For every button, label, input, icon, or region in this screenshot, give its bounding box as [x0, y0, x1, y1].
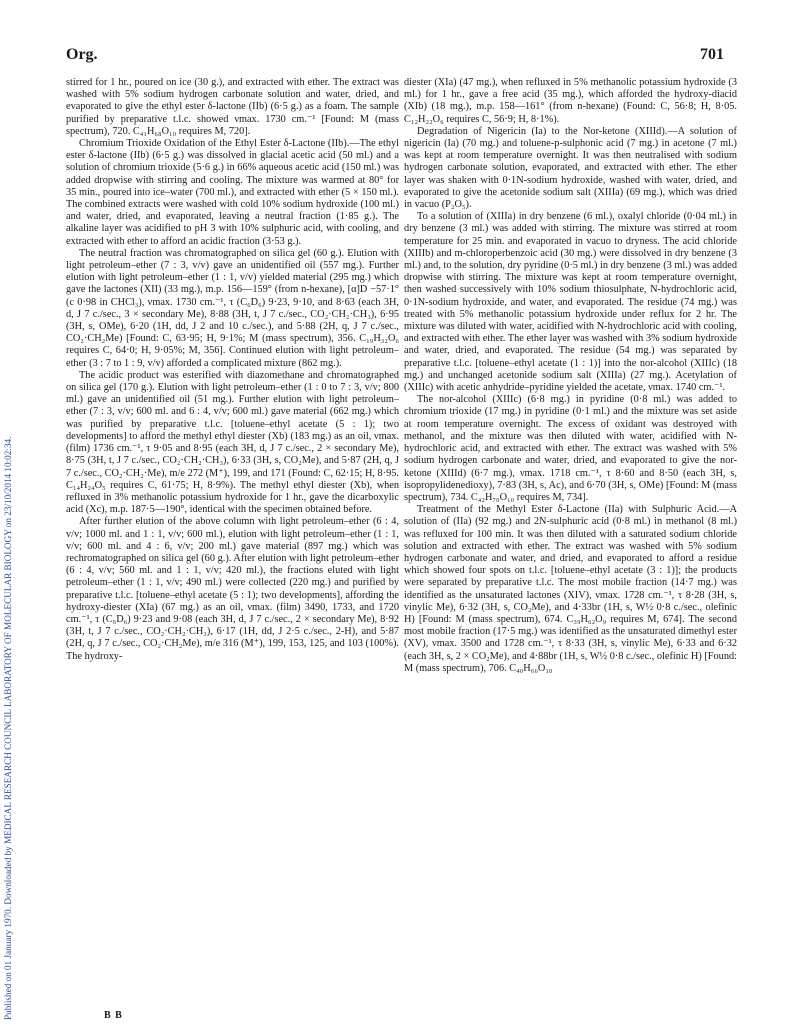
paragraph: The acidic product was esterified with diazomethane and chromatographed on silica gel (170 g.). Elution with light petroleum–ether (1 : 0 to 7 : 3, v/v; 800 ml.) gave an unidentified oil (51 mg.). Further elution with light petroleum–ether (7 : 3, v/v; 600 ml. and 6 : 4, v/v; 600 ml.) gave material (662 mg.) which was purified by preparative t.l.c. [toluene–ethyl acetate (5 : 1); two developments] to afford the methyl ethyl diester (Xb) (183 mg.) as an oil, νmax. (film) 1736 cm.⁻¹, τ 9·05 and 8·95 (each 3H, d, J 7 c./sec., 2 × secondary Me), 8·75 (3H, t, J 7 c./sec., CO₂·CH₂·CH₃), 6·33 (3H, s, CO₂Me), and 5·87 (2H, q, J 7 c./sec., CO₂·CH₂·Me), m/e 272 (M⁺), 199, and 171 (Found: C, 62·15; H, 8·95. C₁₄H₂₄O₅ requires C, 61·75; H, 8·9%). The methyl ethyl diester (Xb), when refluxed in 3% methanolic potassium hydroxide for 1 hr., gave the dicarboxylic acid (Xc), m.p. 187·5—190°, identical with the specimen obtained before. — [66, 369, 399, 516]
paragraph: diester (XIa) (47 mg.), when refluxed in 5% methanolic potassium hydroxide (3 ml.) for 1 hr., gave a free acid (35 mg.), which afforded the hydroxy-diacid (XIb) (18 mg.), m.p. 158—161° (from n-hexane) (Found: C, 56·8; H, 8·05. C₁₂H₂₂O₆ requires C, 56·9; H, 8·1%). — [404, 77, 737, 125]
page-number: 701 — [700, 46, 724, 63]
right-column — [404, 77, 737, 1022]
paragraph: stirred for 1 hr., poured on ice (30 g.), and extracted with ether. The extract was washed with 5% sodium hydrogen carbonate solution and water, dried, and evaporated to give the ethyl ester δ-lactone (IIb) (6·5 g.) as a foam. The sample purified by preparative t.l.c. showed νmax. 1730 cm.⁻¹ [Found: M (mass spectrum), 720. C₄₁H₆₈O₁₀ requires M, 720]. — [66, 77, 399, 137]
paragraph: Degradation of Nigericin (Ia) to the Nor-ketone (XIIId).—A solution of nigericin (Ia) (70 mg.) and toluene-p-sulphonic acid (7 mg.) in acetone (7 ml.) was kept at room temperature overnight. It was then neutralised with sodium hydrogen carbonate solution, evaporated, and extracted with ether. The ether layer was shaken with 0·1N-sodium hydroxide, washed with water, dried, and evaporated to give the acetonide sodium salt (XIIIa) (69 mg.), which was dried in vacuo (P₂O₅). — [404, 125, 737, 211]
paragraph: After further elution of the above column with light petroleum–ether (6 : 4, v/v; 1000 ml. and 1 : 1, v/v; 600 ml.), elution with light petroleum–ether (1 : 1, v/v; 600 ml. and 4 : 6, v/v; 200 ml.) gave material (897 mg.) which was rechromatographed on silica gel (60 g.). After elution with light petroleum–ether (6 : 4, v/v; 560 ml. and 1 : 1, v/v; 420 ml.), the fractions eluted with light petroleum–ether (1 : 1, v/v; 490 ml.) were collected (220 mg.) and purified by preparative t.l.c. [toluene–ethyl acetate (5 : 1); two developments], affording the hydroxy-diester (XIa) (67 mg.) as an oil, νmax. (film) 3490, 1733, and 1720 cm.⁻¹, τ (C₆D₆) 9·23 and 9·08 (each 3H, d, J 7 c./sec., 2 × secondary Me), 8·92 (3H, t, J 7 c./sec., CO₂·CH₂·CH₃), 6·17 (1H, dd, J 2·5 c./sec., 2-H), and 5·87 (2H, q, J 7 c./sec., CO₂·CH₂Me), m/e 316 (M⁺), 199, 153, 125, and 103 (100%). The hydroxy- — [66, 516, 399, 662]
signature-mark: B B — [104, 1010, 123, 1021]
paragraph: The neutral fraction was chromatographed on silica gel (60 g.). Elution with light petroleum–ether (7 : 3, v/v) gave an unidentified oil (557 mg.). Further elution with light petroleum–ether (1 : 1, v/v) yielded material (295 mg.) which gave the lactones (XII) (33 mg.), m.p. 156—159° (from n-hexane), [α]D −57·1° (c 0·98 in CHCl₃), νmax. 1730 cm.⁻¹, τ (C₆D₆) 9·23, 9·10, and 8·63 (each 3H, d, J 7 c./sec., 3 × secondary Me), 8·88 (3H, t, J 7 c./sec., CO₂·CH₂·CH₃), 6·95 (3H, s, OMe), 6·20 (1H, dd, J 2 and 10 c./sec.), and 5·88 (2H, q, J 7 c./sec., CO₂·CH₂Me) [Found: C, 63·95; H, 9·1%; M (mass spectrum), 356. C₁₉H₃₂O₆ requires C, 64·0; H, 9·05%; M, 356]. Continued elution with light petroleum–ether (3 : 7 to 1 : 9, v/v) afforded a complicated mixture (862 mg.). — [66, 247, 399, 369]
left-column — [66, 77, 399, 1022]
paragraph: To a solution of (XIIIa) in dry benzene (6 ml.), oxalyl chloride (0·04 ml.) in dry benzene (3 ml.) was added with stirring. The mixture was stirred at room temperature for 25 min. and evaporated in vacuo to dryness. The acid chloride (XIIIb) and m-chloroperbenzoic acid (30 mg.) were dissolved in dry benzene (3 ml.) and, to the solution, dry pyridine (0·5 ml.) in dry benzene (3 ml.) was added dropwise with stirring. The mixture was kept at room temperature overnight, then washed successively with 10% sodium thiosulphate, N-hydrochloric acid, 0·1N-sodium hydroxide, and water, and evaporated. The residue (74 mg.) was treated with 5% methanolic potassium hydroxide under reflux for 2 hr. The mixture was diluted with water, acidified with N-hydrochloric acid with cooling, and extracted with ether. The ether layer was washed with 3% sodium hydroxide and water, dried, and evaporated. The residue (54 mg.) was separated by preparative t.l.c. [toluene–ethyl acetate (1 : 1)] into the nor-alcohol (XIIIc) (18 mg.) and unchanged acetonide sodium salt (XIIIa) (27 mg.). Acetylation of (XIIIc) with acetic anhydride–pyridine yielded the acetate, νmax. 1740 cm.⁻¹. — [404, 211, 737, 394]
paragraph: The nor-alcohol (XIIIc) (6·8 mg.) in pyridine (0·8 ml.) was added to chromium trioxide (17 mg.) in pyridine (0·1 ml.) and the mixture was set aside at room temperature overnight. The excess of oxidant was destroyed with methanol, and the mixture was then diluted with water, acidified with N-hydrochloric acid, and extracted with ether. The extract was washed with 5% sodium hydrogen carbonate and water, dried, and evaporated to give the nor-ketone (XIIId) (6·7 mg.), νmax. 1718 cm.⁻¹, τ 8·60 and 8·50 (each 3H, s, isopropylidenedioxy), 7·83 (3H, s, Ac), and 6·70 (3H, s, OMe) [Found: M (mass spectrum), 734. C₄₂H₇₀O₁₀ requires M, 734]. — [404, 394, 737, 503]
journal-name: Org. — [66, 46, 98, 63]
paragraph: Chromium Trioxide Oxidation of the Ethyl Ester δ-Lactone (IIb).—The ethyl ester δ-lactone (IIb) (6·5 g.) was dissolved in glacial acetic acid (50 ml.) and a solution of chromium trioxide (5·6 g.) in 66% aqueous acetic acid (150 ml.) was added dropwise with stirring and cooling. The mixture was warmed at 80° for 35 min., poured into ice–water (700 ml.), and extracted with ether (5 × 150 ml.). The combined extracts were washed with cold 10% sodium hydroxide (100 ml.) and water, dried, and evaporated, leaving a neutral fraction (1·85 g.). The alkaline layer was acidified to pH 3 with 10% sulphuric acid, with cooling, and extracted with ether to afford an acidic fraction (3·53 g.). — [66, 138, 399, 247]
download-margin-note: Published on 01 January 1970. Downloaded by MEDICAL RESEARCH COUNCIL LABORATORY OF MOLECULAR BIOLOGY on 23/10/2014 10:02:34. — [3, 436, 13, 1020]
paragraph: Treatment of the Methyl Ester δ-Lactone (IIa) with Sulphuric Acid.—A solution of (IIa) (92 mg.) and 2N-sulphuric acid (0·8 ml.) in methanol (8 ml.) was refluxed for 100 min. It was then diluted with a saturated sodium chloride solution and extracted with ether. The extract was washed with 5% sodium hydrogen carbonate and water, and dried, and evaporated to afford a residue which showed four spots on t.l.c. [toluene–ethyl acetate (3 : 1)]; the products were separated by preparative t.l.c. The most mobile fraction (14·7 mg.) was identified as the unsaturated lactones (XIV), νmax. 1728 cm.⁻¹, τ 8·28 (3H, s, vinylic Me), 6·32 (3H, s, CO₂Me), and 4·33br (1H, s, W½ 0·8 c./sec., olefinic H) [Found: M (mass spectrum), 674. C₃₉H₆₂O₉ requires M, 674]. The second most mobile fraction (17·5 mg.) was identified as the unsaturated dimethyl ester (XV), νmax. 3500 and 1728 cm.⁻¹, τ 8·33 (3H, s, vinylic Me), 6·33 and 6·32 (each 3H, s, 2 × CO₂Me), and 4·88br (1H, s, W½ 0·8 c./sec., olefinic H) [Found: M (mass spectrum), 706. C₄₀H₆₆O₁₀ — [404, 504, 737, 674]
